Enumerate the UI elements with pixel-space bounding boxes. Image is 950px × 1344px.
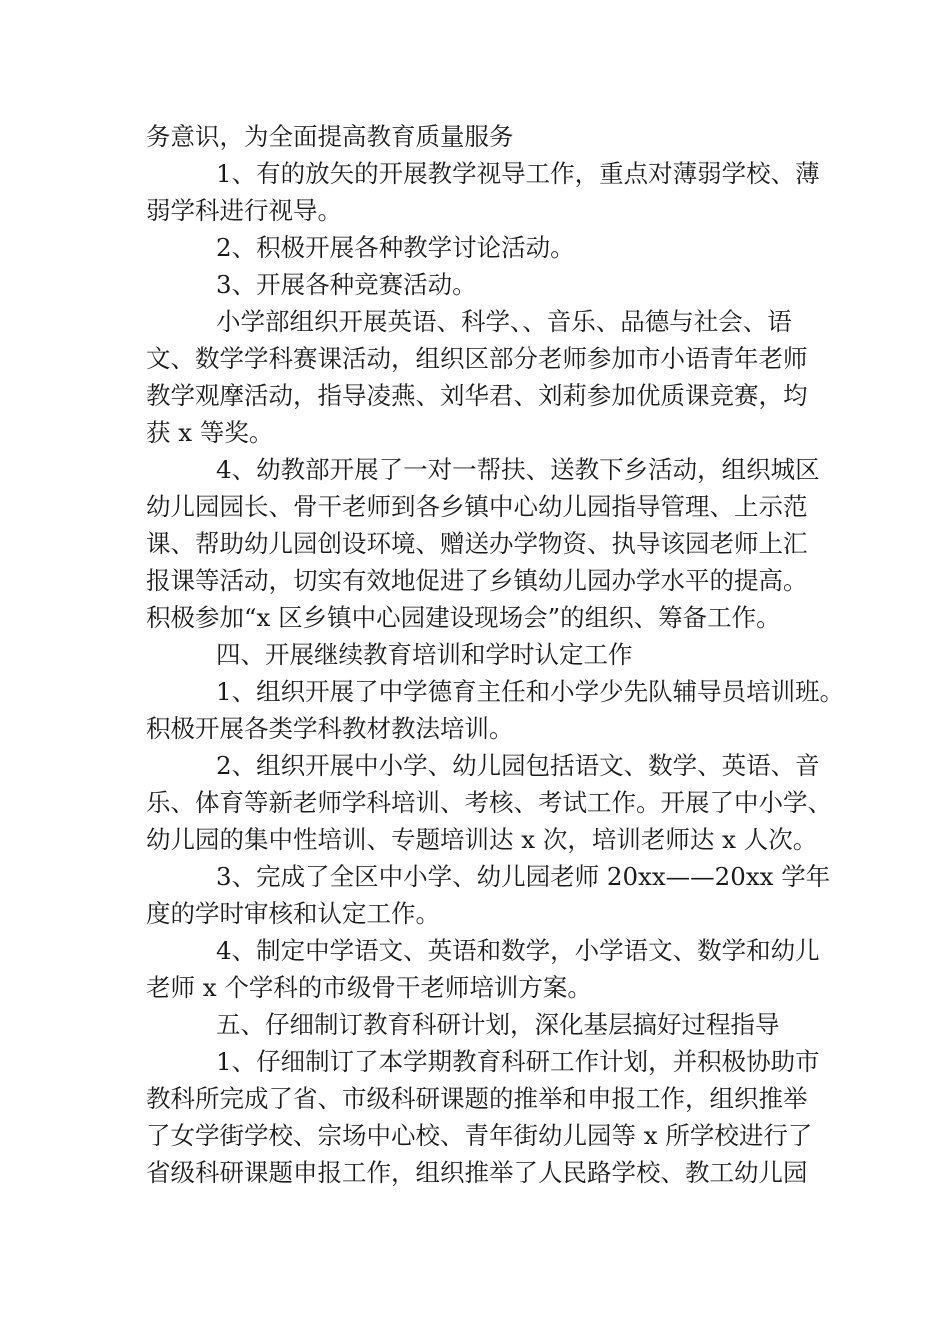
text-line: 幼儿园的集中性培训、专题培训达 x 次，培训老师达 x 人次。	[146, 825, 818, 854]
document-body	[146, 118, 845, 1191]
text-line: 2、积极开展各种教学讨论活动。	[216, 233, 575, 262]
text-line: 1、仔细制订了本学期教育科研工作计划，并积极协助市	[216, 1047, 820, 1076]
text-line: 度的学时审核和认定工作。	[146, 899, 440, 928]
section-heading: 四、开展继续教育培训和学时认定工作	[216, 640, 633, 669]
text-line: 报课等活动，切实有效地促进了乡镇幼儿园办学水平的提高。	[146, 566, 808, 595]
text-line: 4、幼教部开展了一对一帮扶、送教下乡活动，组织城区	[216, 455, 820, 484]
text-line: 3、完成了全区中小学、幼儿园老师 20xx——20xx 学年	[216, 862, 831, 891]
text-line: 乐、体育等新老师学科培训、考核、考试工作。开展了中小学、	[146, 788, 832, 817]
text-line: 幼儿园园长、骨干老师到各乡镇中心幼儿园指导管理、上示范	[146, 492, 808, 521]
text-line: 省级科研课题申报工作，组织推举了人民路学校、教工幼儿园	[146, 1158, 808, 1187]
text-line: 1、有的放矢的开展教学视导工作，重点对薄弱学校、薄	[216, 159, 820, 188]
section-heading: 五、仔细制订教育科研计划，深化基层搞好过程指导	[216, 1010, 780, 1039]
text-line: 1、组织开展了中学德育主任和小学少先队辅导员培训班。	[216, 677, 845, 706]
text-line: 弱学科进行视导。	[146, 196, 342, 225]
text-line: 课、帮助幼儿园创设环境、赠送办学物资、执导该园老师上汇	[146, 529, 808, 558]
text-line: 小学部组织开展英语、科学、、音乐、品德与社会、语	[216, 307, 792, 336]
text-line: 积极参加“x 区乡镇中心园建设现场会”的组织、筹备工作。	[146, 603, 781, 632]
text-line: 文、数学学科赛课活动，组织区部分老师参加市小语青年老师	[146, 344, 808, 373]
text-line: 教科所完成了省、市级科研课题的推举和申报工作，组织推举	[146, 1084, 808, 1113]
text-line: 获 x 等奖。	[146, 418, 274, 447]
text-line: 老师 x 个学科的市级骨干老师培训方案。	[146, 973, 592, 1002]
text-line: 务意识，为全面提高教育质量服务	[146, 122, 514, 151]
text-line: 4、制定中学语文、英语和数学，小学语文、数学和幼儿	[216, 936, 820, 965]
text-line: 2、组织开展中小学、幼儿园包括语文、数学、英语、音	[216, 751, 820, 780]
text-line: 教学观摩活动，指导凌燕、刘华君、刘莉参加优质课竞赛，均	[146, 381, 808, 410]
text-line: 3、开展各种竞赛活动。	[216, 270, 477, 299]
text-line: 了女学街学校、宗场中心校、青年街幼儿园等 x 所学校进行了	[146, 1121, 813, 1150]
text-line: 积极开展各类学科教材教法培训。	[146, 714, 514, 743]
